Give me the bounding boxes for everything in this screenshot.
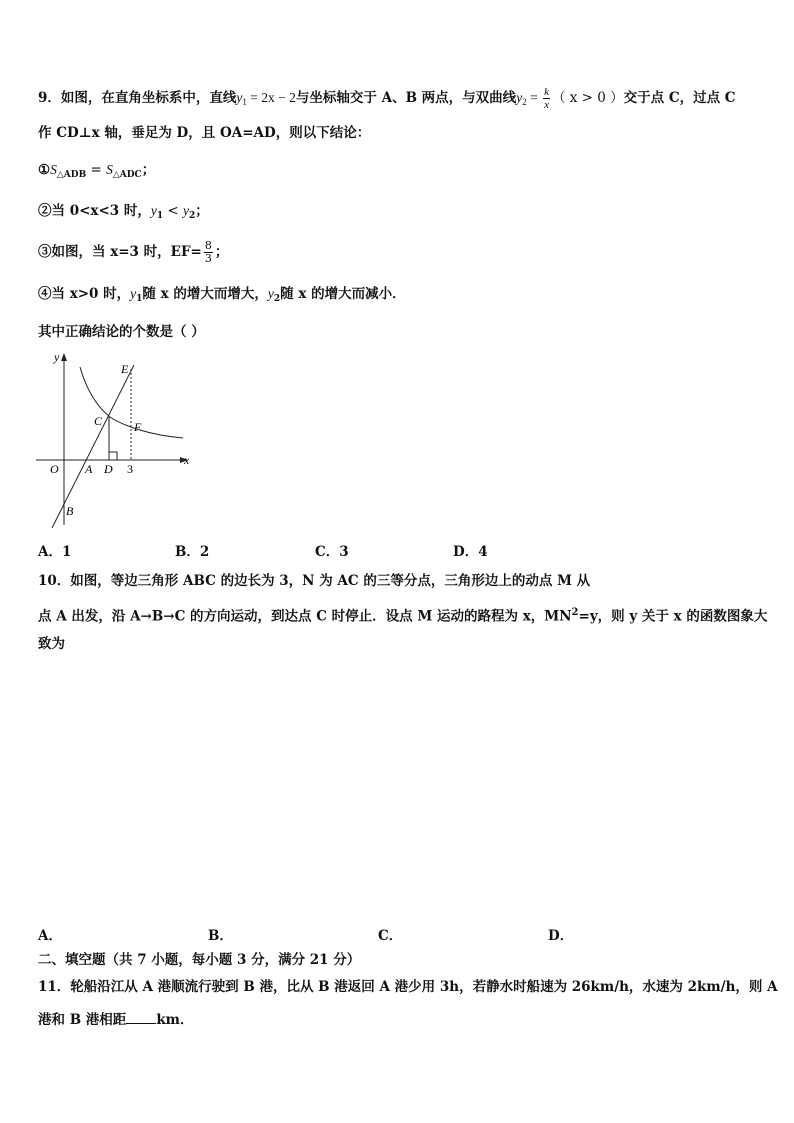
c3-end: ； [214,244,229,260]
q11-line-1: 11．轮船沿江从 A 港顺流行驶到 B 港，比从 B 港返回 A 港少用 3h，若静水时船速为 26km/h，水速为 2km/h，则 A [38,979,778,995]
q9-text-c: 交于点 C，过点 C [623,90,736,106]
eq2-fraction [543,86,550,111]
c4-text-b: 随 x 的增大而增大， [142,286,268,302]
q9-line-2: 作 CD⊥x 轴，垂足为 D，且 OA=AD，则以下结论： [38,125,371,141]
label-a: A [85,462,93,476]
q10-option-a[interactable]: A． [38,928,62,944]
c4-y1-sub: 1 [136,294,143,304]
eq1-rhs: = 2x − 2 [246,90,296,105]
q9-option-b[interactable]: B．2 [175,544,210,560]
q10-superscript: 2 [571,607,579,618]
y-axis-arrow [61,353,67,361]
eq2-numerator: k [544,86,549,98]
c3-denominator: 3 [204,252,212,265]
q9-option-a[interactable]: A．1 [38,544,72,560]
c2-y1-sub: 1 [156,211,164,221]
c2-end: ； [195,203,209,219]
c1-s2: S [106,162,113,177]
label-y: y [54,350,60,364]
q9-conclusion-3 [38,240,228,265]
q9-eq-hyperbola [516,90,541,105]
q9-conclusion-4 [38,284,406,309]
q11-text-b: km． [156,1012,194,1028]
q9-eq-line [236,90,295,105]
eq1-sub: 1 [242,97,247,107]
q9-text-a: 如图，在直角坐标系中，直线 [60,90,237,106]
label-x: x [184,453,190,467]
c3-numerator: 8 [204,239,212,252]
label-c: C [94,414,103,428]
c4-y1: y [130,286,137,301]
q11-line-2 [38,1010,193,1030]
q10-option-c[interactable]: C． [378,928,403,944]
c2-lt: < [163,203,184,219]
c1-s1-sub: △ADB [56,170,87,180]
label-e: E [121,362,129,376]
label-b: B [66,504,74,518]
c4-y2: y [267,286,274,301]
c1-s2-sub: △ADC [112,170,142,180]
section-2-title: 二、填空题（共 7 小题，每小题 3 分，满分 21 分） [38,952,361,968]
q10-line-2 [38,603,767,627]
label-o: O [50,462,59,476]
q9-option-d[interactable]: D．4 [453,544,488,560]
eq1-lhs: y [236,90,243,105]
c4-text-a: ④当 x>0 时， [38,286,131,302]
q9-text-b: 与坐标轴交于 A、B 两点，与双曲线 [295,90,517,106]
c4-text-c: 随 x 的增大而减小． [280,286,406,302]
q10-text-a: 点 A 出发，沿 A→B→C 的方向运动，到达点 C 时停止．设点 M 运动的路程为 x，MN [38,608,572,625]
c2-y2-sub: 2 [189,211,196,221]
q9-conclusion-2 [38,201,209,226]
q11-text-a: 港和 B 港相距 [38,1012,127,1028]
q11-answer-blank[interactable] [126,1011,156,1024]
q10-option-d[interactable]: D． [548,928,574,944]
q10-line-3: 致为 [38,636,65,652]
q9-option-c[interactable]: C．3 [315,544,349,560]
label-f: F [134,420,142,434]
c3-fraction [204,240,213,265]
c4-y2-sub: 2 [273,294,281,304]
q9-question: 其中正确结论的个数是（ ） [38,324,205,340]
q10-text-b: =y，则 y 关于 x 的函数图象大 [578,608,768,625]
right-angle-mark [109,452,117,460]
eq2-lhs: y [516,90,523,105]
c2-y1: y [150,203,157,218]
eq2-denominator: x [544,99,549,111]
label-3: 3 [127,462,133,476]
c3-text: ③如图，当 x=3 时，EF= [38,244,202,260]
c2-y2: y [183,203,190,218]
q9-conclusion-1 [38,160,155,185]
c1-mark: ① [38,162,51,178]
q9-line-1 [38,86,736,112]
eq2-condition: （ x > 0 ） [551,90,624,106]
label-d: D [104,462,113,476]
c1-eq: = [86,162,107,178]
q9-figure [30,345,200,535]
q10-option-b[interactable]: B． [208,928,233,944]
q10-line-1: 10．如图，等边三角形 ABC 的边长为 3，N 为 AC 的三等分点，三角形边上的动点 M 从 [38,573,591,589]
eq2-eq: = [526,90,542,105]
c2-text: ②当 0<x<3 时， [38,203,151,219]
eq2-sub: 2 [522,97,527,107]
c1-s1: S [50,162,57,177]
q9-number: 9． [38,90,61,106]
c1-end: ； [141,162,156,178]
